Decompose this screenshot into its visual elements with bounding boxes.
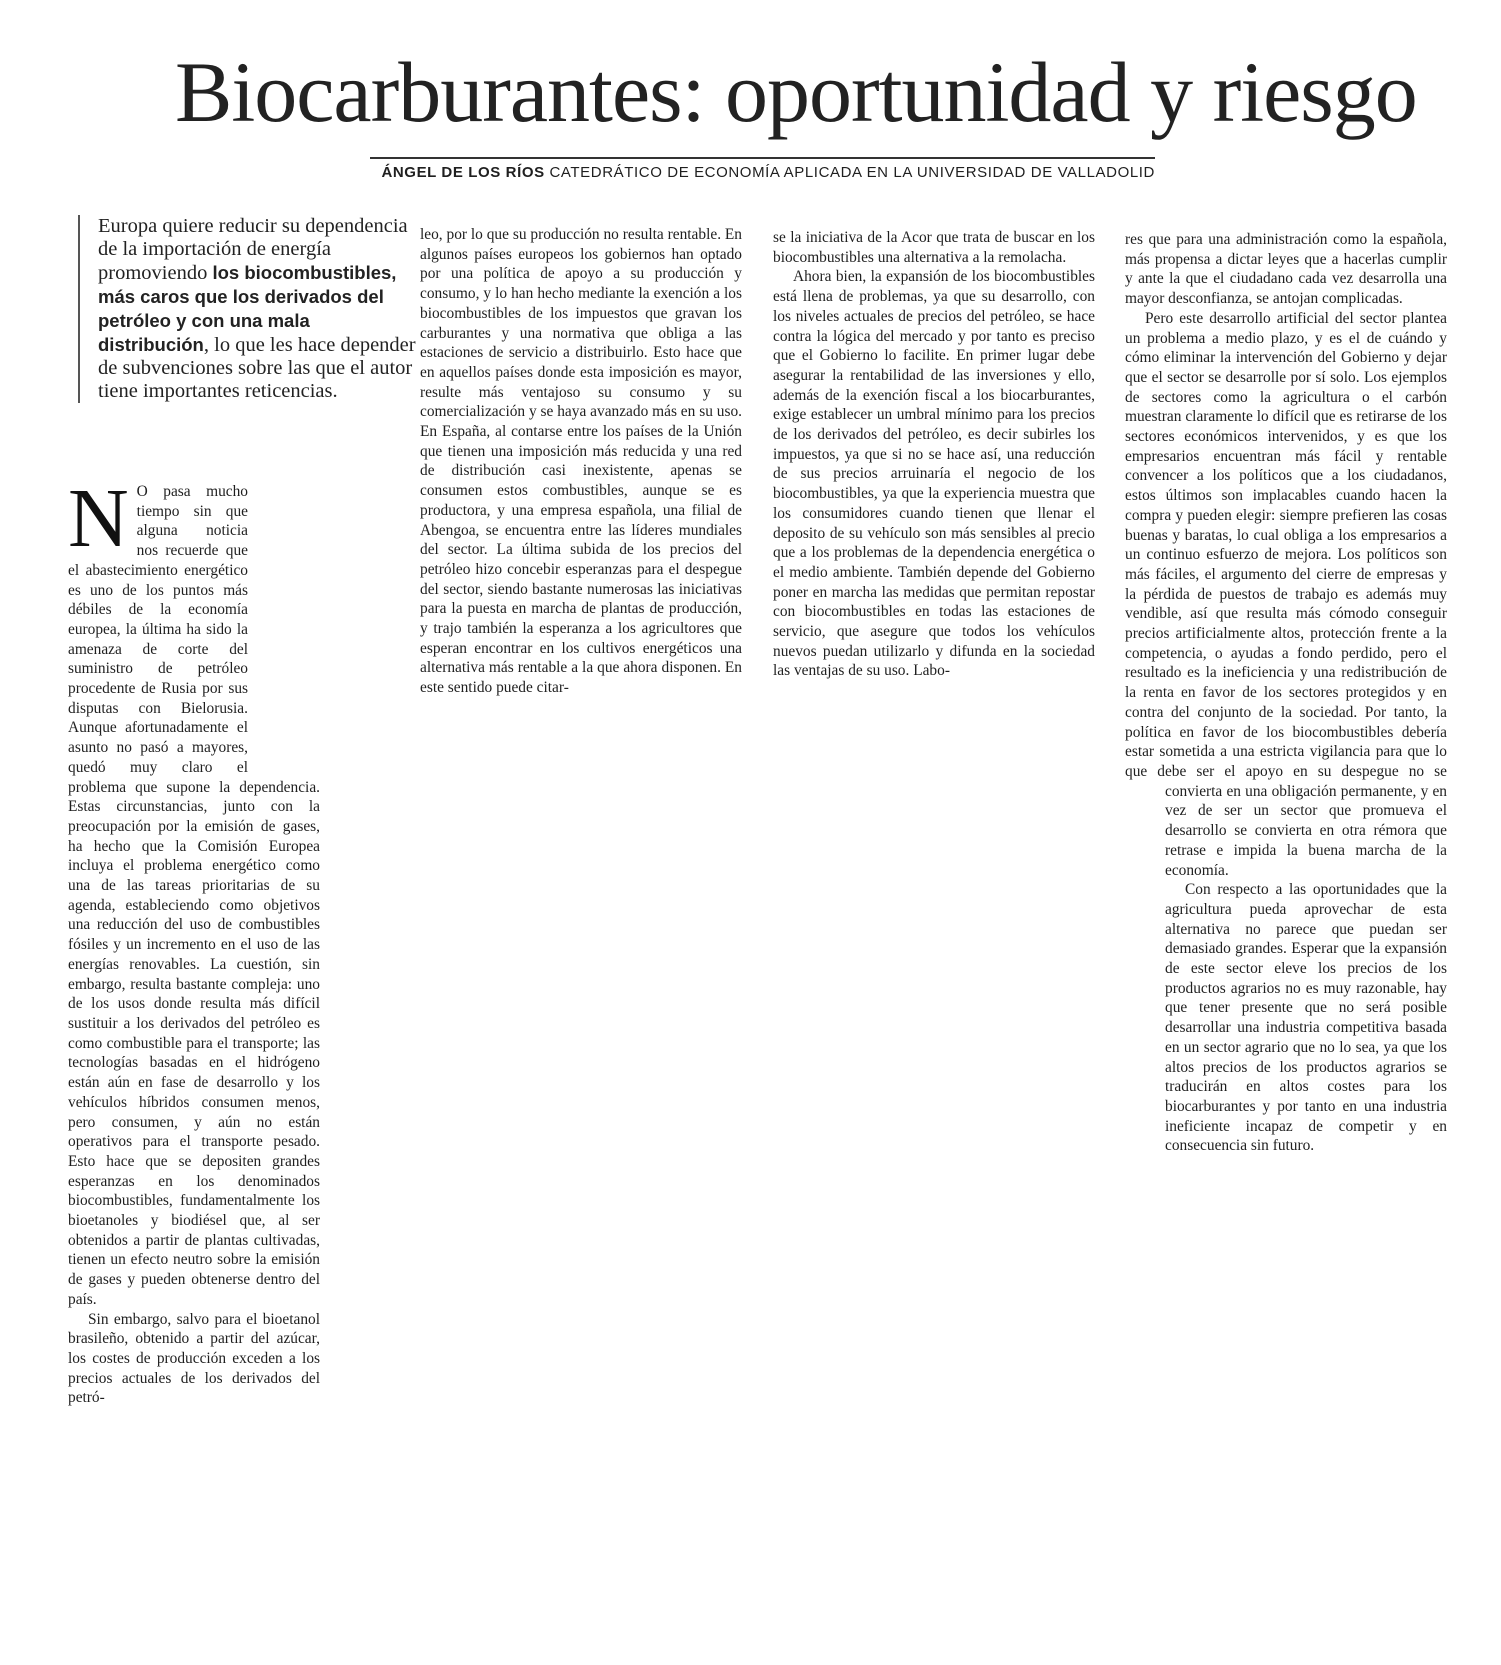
- column-2: [420, 225, 742, 698]
- column-1-indent-shape: [248, 482, 320, 772]
- paragraph-5: Ahora bien, la expansión de los biocombustibles está llena de problemas, ya que su desarrollo, con los niveles actuales de precios del petróleo, se hace contra la lógica del mercado y por tanto es preciso que el Gobierno lo facilite. En primer lugar debe asegurar la rentabilidad de las inversiones y ello, además de la exención fiscal a los biocarburantes, exige establecer un umbral mínimo para los precios de los derivados del petróleo, es decir subirles los impuestos, ya que si no se hace así, una reducción de sus precios arruinaría el negocio de los biocombustibles, ya que la experiencia muestra que los consumidores cuando tienen que llenar el deposito de su vehículo son más sensibles al precio que a los problemas de la dependencia energética o el medio ambiente. También depende del Gobierno poner en marcha las medidas que permitan repostar con biocombustibles en todas las estaciones de servicio, que asegure que todos los vehículos nuevos puedan utilizarlo y difunda en la sociedad las ventajas de su uso. Labo-: [773, 268, 1095, 680]
- column-3: [773, 228, 1095, 681]
- paragraph-2: Sin embargo, salvo para el bioetanol brasileño, obtenido a partir del azúcar, los costes de producción exceden a los precios actuales de los derivados del petró-: [68, 1310, 320, 1407]
- paragraph-3: leo, por lo que su producción no resulta rentable. En algunos países europeos los gobiernos han optado por una política de apoyo a su producción y consumo, y lo han hecho mediante la exención a los biocombustibles de los impuestos que gravan los carburantes y una normativa que obliga a las estaciones de servicio a distribuirlo. Esto hace que en aquellos países donde esta imposición es mayor, resulte más ventajoso su consumo y su comercialización y se haya avanzado más en su uso. En España, al contarse entre los países de la Unión que tienen una imposición más reducida y una red de distribución casi inexistente, apenas se consumen estos combustibles, aunque se es productora, y una empresa española, una filial de Abengoa, se encuentra entre las líderes mundiales del sector. La última subida de los precios del petróleo hizo concebir esperanzas para el despegue del sector, siendo bastante numerosas las iniciativas para la puesta en marcha de plantas de producción, y trajo también la esperanza a los agricultores que esperan encontrar en los cultivos energéticos una alternativa más rentable a la que ahora disponen. En este sentido puede citar-: [420, 226, 742, 697]
- paragraph-1-text: O pasa mucho tiempo sin que alguna noticia nos recuerde que el abastecimiento energético es uno de los puntos más débiles de la economía europea, la última ha sido la amenaza de corte del suministro de petróleo procedente de Rusia por sus disputas con Bielorusia. Aunque afortunadamente el asunto no pasó a mayores, quedó muy claro el problema que supone la dependencia. Estas circunstancias, junto con la preocupación por la emisión de gases, ha hecho que la Comisión Europea incluya el problema energético como una de las tareas prioritarias de su agenda, estableciendo como objetivos una reducción del uso de combustibles fósiles y un incremento en el uso de las energías renovables. La cuestión, sin embargo, resulta bastante compleja: uno de los usos donde resulta más difícil sustituir a los derivados del petróleo es como combustible para el transporte; las tecnologías basadas en el hidrógeno están aún en fase de desarrollo y los vehículos híbridos consumen menos, pero consumen, y aún no están operativos para el transporte pesado. Esto hace que se depositen grandes esperanzas en los denominados biocombustibles, fundamentalmente los bioetanoles y biodiésel que, al ser obtenidos a partir de plantas cultivadas, tienen un efecto neutro sobre la emisión de gases y pueden obtenerse dentro del país.: [68, 483, 320, 1308]
- column-4-indent-shape: [1125, 785, 1165, 1665]
- column-1: [68, 472, 320, 1408]
- column-4: [1125, 230, 1447, 1665]
- paragraph-8: Con respecto a las oportunidades que la agricultura pueda aprovechar de esta alternativa no parece que puedan ser demasiado grandes. Esperar que la expansión de este sector eleve los precios de los productos agrarios no es muy razonable, hay que tener presente que no será posible desarrollar una industria competitiva basada en un sector agrario que no lo sea, ya que los altos precios de los productos agrarios se traducirán en altos costes para los biocarburantes y por tanto en una industria ineficiente incapaz de competir y en consecuencia sin futuro.: [1165, 881, 1447, 1155]
- paragraph-6: res que para una administración como la española, más propensa a dictar leyes que a hacerlas cumplir y ante la que el ciudadano cada vez desarrolla una mayor desconfianza, se antojan complicadas.: [1125, 231, 1447, 308]
- drop-cap: N: [68, 472, 129, 565]
- article-title: Biocarburantes: oportunidad y riesgo: [175, 44, 1417, 140]
- byline-author: ÁNGEL DE LOS RÍOS: [381, 164, 545, 181]
- byline: [370, 157, 1155, 181]
- byline-role: CATEDRÁTICO DE ECONOMÍA APLICADA EN LA UNIVERSIDAD DE VALLADOLID: [549, 164, 1155, 181]
- lead-text-start: Europa quiere reducir su dependencia de la importación de energía promoviendo: [98, 215, 408, 284]
- lead-highlight: los biocombustibles, más caros que los derivados del petróleo y con una mala distribución: [98, 262, 397, 355]
- lead-text-end: , lo que les hace depender de subvenciones sobre las que el autor tiene importantes reticencias.: [98, 334, 416, 402]
- paragraph-4: se la iniciativa de la Acor que trata de buscar en los biocombustibles una alternativa a la remolacha.: [773, 229, 1095, 266]
- lead-summary: [78, 215, 420, 403]
- paragraph-7: Pero este desarrollo artificial del sector plantea un problema a medio plazo, y es el de cuándo y cómo eliminar la intervención del Gobierno y dejar que el sector se desarrolle por sí solo. Los ejemplos de sectores como la agricultura o el carbón muestran claramente lo difícil que es retirarse de los sectores económicos intervenidos, y es que los empresarios encuentran más fácil y rentable convencer a los políticos que a los ciudadanos, estos últimos son implacables cuando hacen la compra y pueden elegir: siempre prefieren las cosas buenas y baratas, lo cual obliga a los empresarios a un continuo esfuerzo de mejora. Los políticos son más fáciles, el argumento del cierre de empresas y la pérdida de puestos de trabajo es además muy vendible, así que resulta más cómodo conseguir precios artificialmente altos, protección frente a la competencia, o ayudas a fondo perdido, pero el resultado es la ineficiencia y una redistribución de la renta en favor de los sectores protegidos y en contra del conjunto de la sociedad. Por tanto, la política en favor de los biocombustibles debería estar sometida a una estricta vigilancia para que lo que debe ser el apoyo en su despegue no se convierta en una obligación permanente, y en vez de ser un sector que promueva el desarrollo se convierta en otra rémora que retrase e impida la buena marcha de la economía.: [1125, 309, 1447, 879]
